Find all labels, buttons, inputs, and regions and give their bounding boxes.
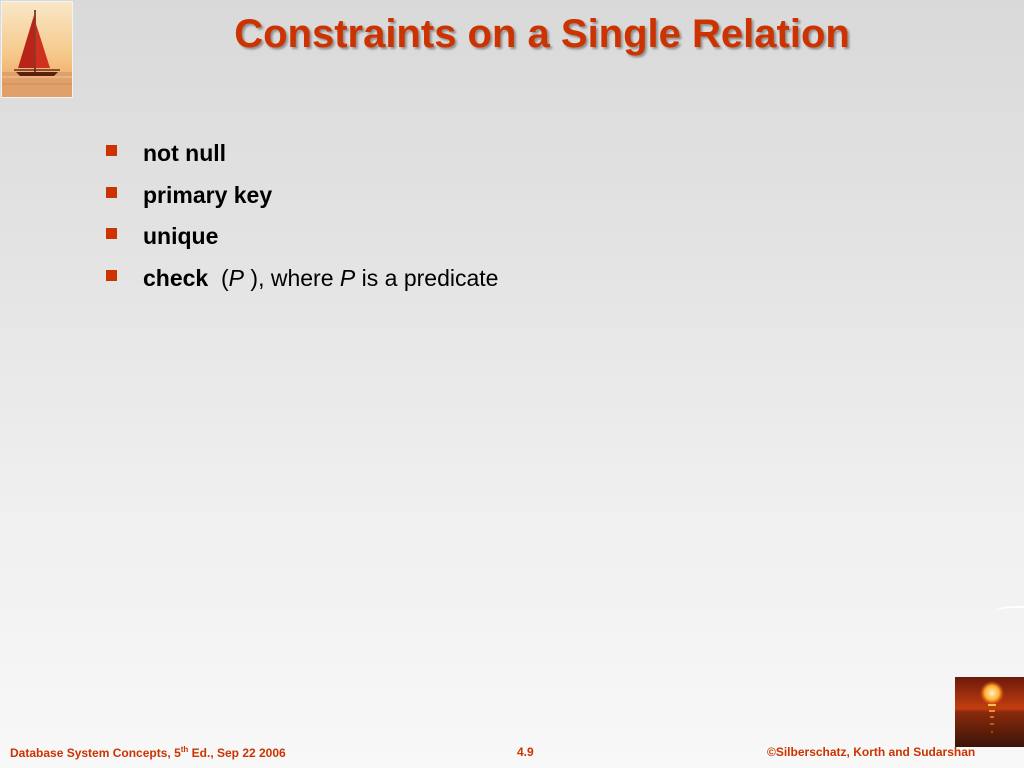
footer-book-text: Database System Concepts, 5 [10, 746, 181, 760]
footer-book-info [10, 745, 286, 760]
list-item [106, 175, 498, 217]
comma: , [258, 264, 265, 291]
square-bullet-icon [106, 187, 117, 198]
keyword-text: primary key [143, 181, 273, 208]
square-bullet-icon [106, 270, 117, 281]
sunset-image [955, 677, 1024, 747]
footer-superscript: th [180, 745, 189, 754]
square-bullet-icon [106, 228, 117, 239]
list-item [106, 216, 498, 258]
list-item [106, 133, 498, 175]
predicate-variable: P [339, 264, 356, 291]
bullet-list [106, 133, 498, 299]
keyword-text: not null [143, 140, 227, 167]
where-text: where [270, 264, 334, 291]
list-item [106, 258, 498, 300]
page-number: 4.9 [517, 745, 534, 759]
description-text: is a predicate [361, 264, 499, 291]
predicate-variable: P [228, 264, 245, 291]
square-bullet-icon [106, 145, 117, 156]
open-paren: ( [221, 264, 229, 291]
slide-title: Constraints on a Single Relation [234, 12, 850, 56]
close-paren: ) [250, 264, 259, 291]
keyword-text: check [143, 264, 209, 291]
footer-copyright: ©Silberschatz, Korth and Sudarshan [767, 745, 976, 759]
decorative-swoosh [996, 606, 1024, 616]
keyword-text: unique [143, 223, 219, 250]
footer-date-text: Ed., Sep 22 2006 [188, 746, 286, 760]
